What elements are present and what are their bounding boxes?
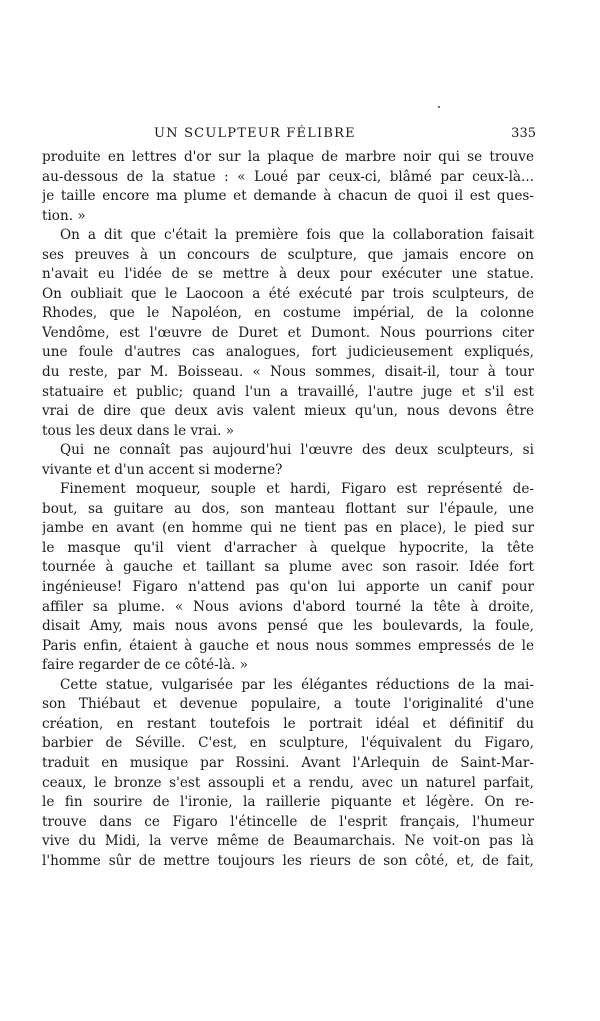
body-text (42, 148, 534, 871)
text-line: du reste, par M. Boisseau. « Nous sommes, disait-il, tour à tour (42, 364, 534, 381)
running-title: UN SCULPTEUR FÉLIBRE (154, 126, 356, 141)
text-line: On a dit que c'était la première fois que la collaboration faisait (60, 227, 534, 244)
text-line: Qui ne connaît pas aujourd'hui l'œuvre des deux sculpteurs, si (60, 442, 534, 459)
text-line: produite en lettres d'or sur la plaque de marbre noir qui se trouve (42, 149, 534, 165)
text-line: ingénieuse! Figaro n'attend pas qu'on lui apporte un canif pour (42, 579, 534, 596)
text-line: Paris enfin, étaient à gauche et nous nous sommes empressés de le (42, 637, 534, 654)
text-line: une foule d'autres cas analogues, fort judicieusement expliqués, (42, 344, 534, 361)
text-line: tion. » (42, 207, 86, 224)
text-line: tous les deux dans le vrai. » (42, 422, 235, 439)
text-line: Rhodes, que le Napoléon, en costume impérial, de la colonne (42, 305, 534, 322)
text-line: le masque qu'il vient d'arracher à quelque hypocrite, la tête (42, 539, 534, 556)
text-line: Vendôme, est l'œuvre de Duret et Dumont. Nous pourrions citer (42, 324, 534, 341)
text-line: vrai de dire que deux avis valent mieux qu'un, nous devons être (42, 403, 534, 420)
page-number: 335 (511, 126, 536, 141)
text-line: bout, sa guitare au dos, son manteau flottant sur l'épaule, une (42, 500, 534, 517)
text-line: je taille encore ma plume et demande à chacun de quoi il est ques- (42, 188, 534, 205)
text-line: statuaire et public; quand l'un a travaillé, l'autre juge et s'il est (42, 383, 534, 400)
text-line: vive du Midi, la verve même de Beaumarchais. Ne voit-on pas là (42, 833, 534, 850)
text-line: traduit en musique par Rossini. Avant l'Arlequin de Saint-Mar- (42, 754, 534, 771)
text-line: n'avait eu l'idée de se mettre à deux pour exécuter une statue. (42, 266, 534, 283)
text-line: création, en restant toutefois le portrait idéal et définitif du (42, 715, 534, 732)
text-line: On oubliait que le Laocoon a été exécuté par trois sculpteurs, de (42, 285, 534, 302)
running-head (42, 126, 548, 146)
text-line: Cette statue, vulgarisée par les élégantes réductions de la mai- (60, 676, 534, 693)
text-line: affiler sa plume. « Nous avions d'abord tourné la tête à droite, (42, 598, 534, 615)
text-line: ses preuves à un concours de sculpture, que jamais encore on (42, 246, 534, 263)
text-line: vivante et d'un accent si moderne? (42, 461, 283, 478)
text-line: au-dessous de la statue : « Loué par ceux-ci, blâmé par ceux-là... (42, 168, 534, 185)
text-line: tournée à gauche et taillant sa plume avec son rasoir. Idée fort (42, 559, 534, 576)
text-line: le fin sourire de l'ironie, la raillerie piquante et légère. On re- (42, 794, 534, 811)
print-speck (438, 106, 440, 108)
text-line: jambe en avant (en homme qui ne tient pas en place), le pied sur (42, 520, 534, 537)
text-line: disait Amy, mais nous avons pensé que les boulevards, la foule, (42, 618, 534, 635)
text-line: ceaux, le bronze s'est assoupli et a rendu, avec un naturel parfait, (42, 774, 534, 791)
text-line: Finement moqueur, souple et hardi, Figaro est représenté de- (60, 481, 534, 498)
text-line: l'homme sûr de mettre toujours les rieurs de son côté, et, de fait, (42, 852, 534, 869)
text-line: son Thiébaut et devenue populaire, a toute l'originalité d'une (42, 696, 534, 713)
text-line: barbier de Séville. C'est, en sculpture, l'équivalent du Figaro, (42, 735, 534, 752)
text-line: trouve dans ce Figaro l'étincelle de l'esprit français, l'humeur (42, 813, 534, 830)
text-line: faire regarder de ce côté-là. » (42, 657, 249, 674)
